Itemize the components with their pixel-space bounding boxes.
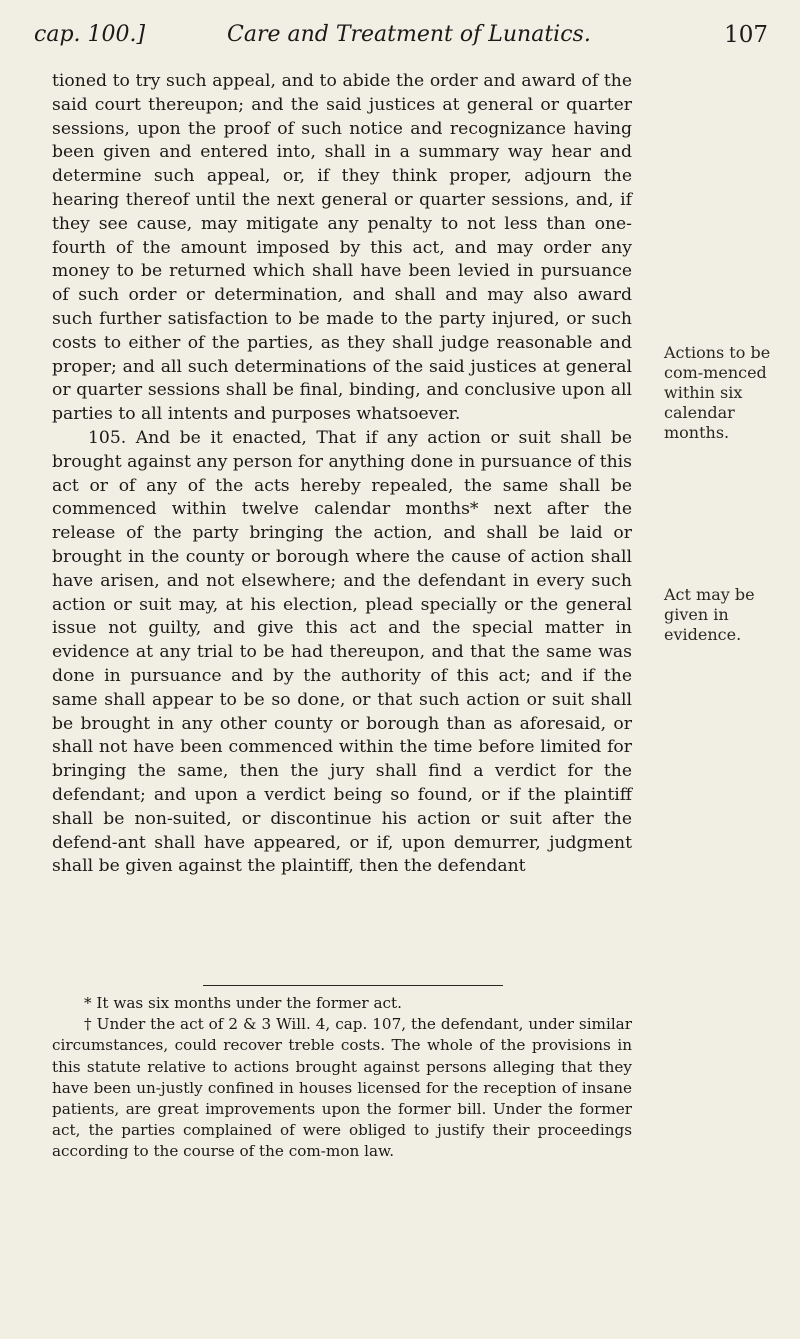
chapter-reference: cap. 100.] <box>34 22 146 47</box>
paragraph-continued: tioned to try such appeal, and to abide the order and award of the said court thereupon; and the said justices at general or quarter sessions, upon the proof of such notice and recognizance having been given and entered into, shall in a summary way hear and determine such appeal, or, if they think proper, adjourn the hearing thereof until the next general or quarter sessions, and, if they see cause, may mitigate any penalty to not less than one-fourth of the amount imposed by this act, and may order any money to be returned which shall have been levied in pursuance of such order or determination, and shall and may also award such further satisfaction to be made to the party injured, or such costs to either of the parties, as they shall judge reasonable and proper; and all such determinations of the said justices at general or quarter sessions shall be final, binding, and conclusive upon all parties to all intents and purposes whatsoever. <box>52 71 632 425</box>
footnotes <box>52 993 632 1163</box>
margin-note-actions: Actions to be com-menced within six calendar months. <box>664 343 771 442</box>
page-number: 107 <box>724 22 768 48</box>
footnote-asterisk: * It was six months under the former act. <box>84 994 402 1012</box>
paragraph-section-105: 105. And be it enacted, That if any action or suit shall be brought against any person for anything done in pursuance of this act or of any of the acts hereby repealed, the same shall be commenced within twelve calendar months* next after the release of the party bringing the action, and shall be laid or brought in the county or borough where the cause of action shall have arisen, and not elsewhere; and the defendant in every such action or suit may, at his election, plead specially or the general issue not guilty, and give this act and the special matter in evidence at any trial to be had thereupon, and that the same was done in pursuance and by the authority of this act; and if the same shall appear to be so done, or that such action or suit shall be brought in any other county or borough than as aforesaid, or shall not have been commenced within the time before limited for bringing the same, then the jury shall find a verdict for the defendant; and upon a verdict being so found, or if the plaintiff shall be non-suited, or discontinue his action or suit after the defend-ant shall have appeared, or if, upon demurrer, judgment shall be given against the plaintiff, then the defendant <box>52 427 632 877</box>
running-head <box>34 18 768 52</box>
running-title: Care and Treatment of Lunatics. <box>227 22 591 47</box>
footnote-divider <box>203 985 503 986</box>
footnote-dagger: † Under the act of 2 & 3 Will. 4, cap. 107, the defendant, under similar circumstances, could recover treble costs. The whole of the provisions in this statute relative to actions brought against persons alleging that they have been un-justly confined in houses licensed for the reception of insane patients, are great improvements upon the former bill. Under the former act, the parties complained of were obliged to justify their proceedings according to the course of the com-mon law. <box>52 1015 632 1161</box>
margin-note-evidence: Act may be given in evidence. <box>664 585 755 644</box>
main-text <box>52 70 632 879</box>
